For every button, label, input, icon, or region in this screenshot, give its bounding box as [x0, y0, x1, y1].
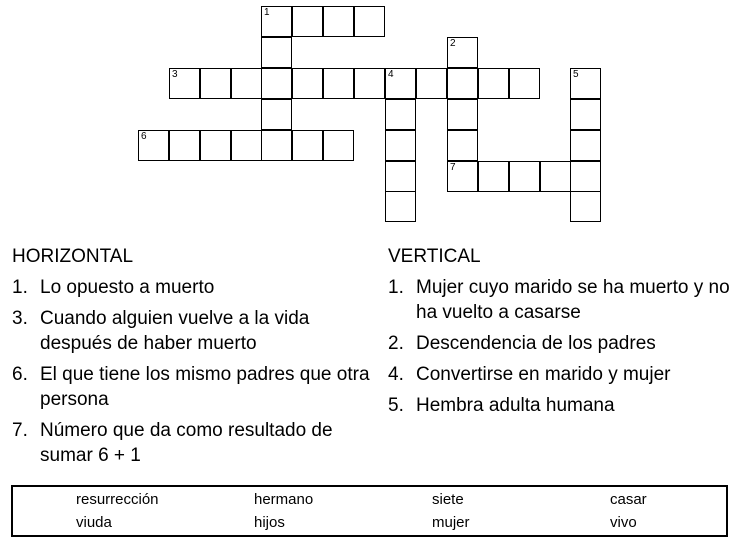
- cell[interactable]: [447, 37, 478, 68]
- clue-item: [12, 275, 372, 300]
- cell[interactable]: [292, 6, 323, 37]
- cell[interactable]: [231, 130, 262, 161]
- word-bank: [11, 485, 728, 537]
- cell[interactable]: [261, 6, 292, 37]
- cell[interactable]: [570, 68, 601, 99]
- word-bank-item: vivo: [610, 514, 637, 531]
- cell[interactable]: [323, 130, 354, 161]
- clue-text: Cuando alguien vuelve a la vida después de haber muerto: [40, 308, 310, 354]
- cell[interactable]: [169, 68, 200, 99]
- clue-number: 3.: [12, 308, 28, 329]
- cell[interactable]: [231, 68, 262, 99]
- clue-number: 2.: [388, 333, 404, 354]
- cell[interactable]: [385, 161, 416, 192]
- clue-item: [388, 331, 733, 356]
- cell[interactable]: [169, 130, 200, 161]
- clue-text: Hembra adulta humana: [416, 395, 615, 416]
- cell[interactable]: [416, 68, 447, 99]
- clue-number: 7.: [12, 420, 28, 441]
- cell[interactable]: [138, 130, 169, 161]
- clue-number: 6.: [12, 364, 28, 385]
- clue-text: Mujer cuyo marido se ha muerto y no ha vuelto a casarse: [416, 277, 730, 323]
- clue-item: [12, 306, 372, 356]
- cell[interactable]: [323, 68, 354, 99]
- cell[interactable]: [385, 99, 416, 130]
- crossword-grid: [0, 0, 736, 230]
- cell[interactable]: [447, 99, 478, 130]
- horizontal-heading: HORIZONTAL: [12, 246, 134, 267]
- cell[interactable]: [509, 161, 540, 192]
- word-bank-item: siete: [432, 491, 464, 508]
- clue-number: 1: [264, 7, 270, 18]
- cell[interactable]: [447, 68, 478, 99]
- horizontal-clues: [12, 244, 372, 474]
- clue-number: 4: [388, 69, 394, 80]
- clue-number: 1.: [12, 277, 28, 298]
- cell[interactable]: [261, 37, 292, 68]
- clue-item: [388, 362, 733, 387]
- clue-item: [12, 362, 372, 412]
- clue-number: 2: [450, 38, 456, 49]
- clue-number: 3: [172, 69, 178, 80]
- cell[interactable]: [540, 161, 571, 192]
- cell[interactable]: [509, 68, 540, 99]
- clue-text: Número que da como resultado de sumar 6 + 1: [40, 420, 333, 466]
- cell[interactable]: [385, 68, 416, 99]
- cell[interactable]: [570, 161, 601, 192]
- cell[interactable]: [261, 99, 292, 130]
- cell[interactable]: [261, 130, 292, 161]
- cell[interactable]: [385, 130, 416, 161]
- cell[interactable]: [354, 68, 385, 99]
- cell[interactable]: [570, 130, 601, 161]
- clue-item: [388, 275, 733, 325]
- cell[interactable]: [261, 68, 292, 99]
- clue-number: 1.: [388, 277, 404, 298]
- cell[interactable]: [323, 6, 354, 37]
- clue-text: El que tiene los mismo padres que otra persona: [40, 364, 370, 410]
- cell[interactable]: [200, 68, 231, 99]
- clue-number: 6: [141, 131, 147, 142]
- clue-text: Convertirse en marido y mujer: [416, 364, 671, 385]
- clue-text: Lo opuesto a muerto: [40, 277, 215, 298]
- clue-number: 4.: [388, 364, 404, 385]
- clue-text: Descendencia de los padres: [416, 333, 656, 354]
- word-bank-item: casar: [610, 491, 647, 508]
- word-bank-item: hijos: [254, 514, 285, 531]
- cell[interactable]: [292, 68, 323, 99]
- word-bank-item: resurrección: [76, 491, 159, 508]
- cell[interactable]: [292, 130, 323, 161]
- cell[interactable]: [200, 130, 231, 161]
- cell[interactable]: [570, 191, 601, 222]
- clue-item: [12, 418, 372, 468]
- cell[interactable]: [354, 6, 385, 37]
- cell[interactable]: [447, 161, 478, 192]
- word-bank-item: hermano: [254, 491, 314, 508]
- clue-number: 5: [573, 69, 579, 80]
- word-bank-item: viuda: [76, 514, 112, 531]
- cell[interactable]: [478, 161, 509, 192]
- vertical-clues: [388, 244, 733, 424]
- clue-number: 5.: [388, 395, 404, 416]
- clue-number: 7: [450, 162, 456, 173]
- cell[interactable]: [478, 68, 509, 99]
- cell[interactable]: [570, 99, 601, 130]
- word-bank-item: mujer: [432, 514, 470, 531]
- vertical-heading: VERTICAL: [388, 246, 481, 267]
- clue-item: [388, 393, 733, 418]
- cell[interactable]: [447, 130, 478, 161]
- cell[interactable]: [385, 191, 416, 222]
